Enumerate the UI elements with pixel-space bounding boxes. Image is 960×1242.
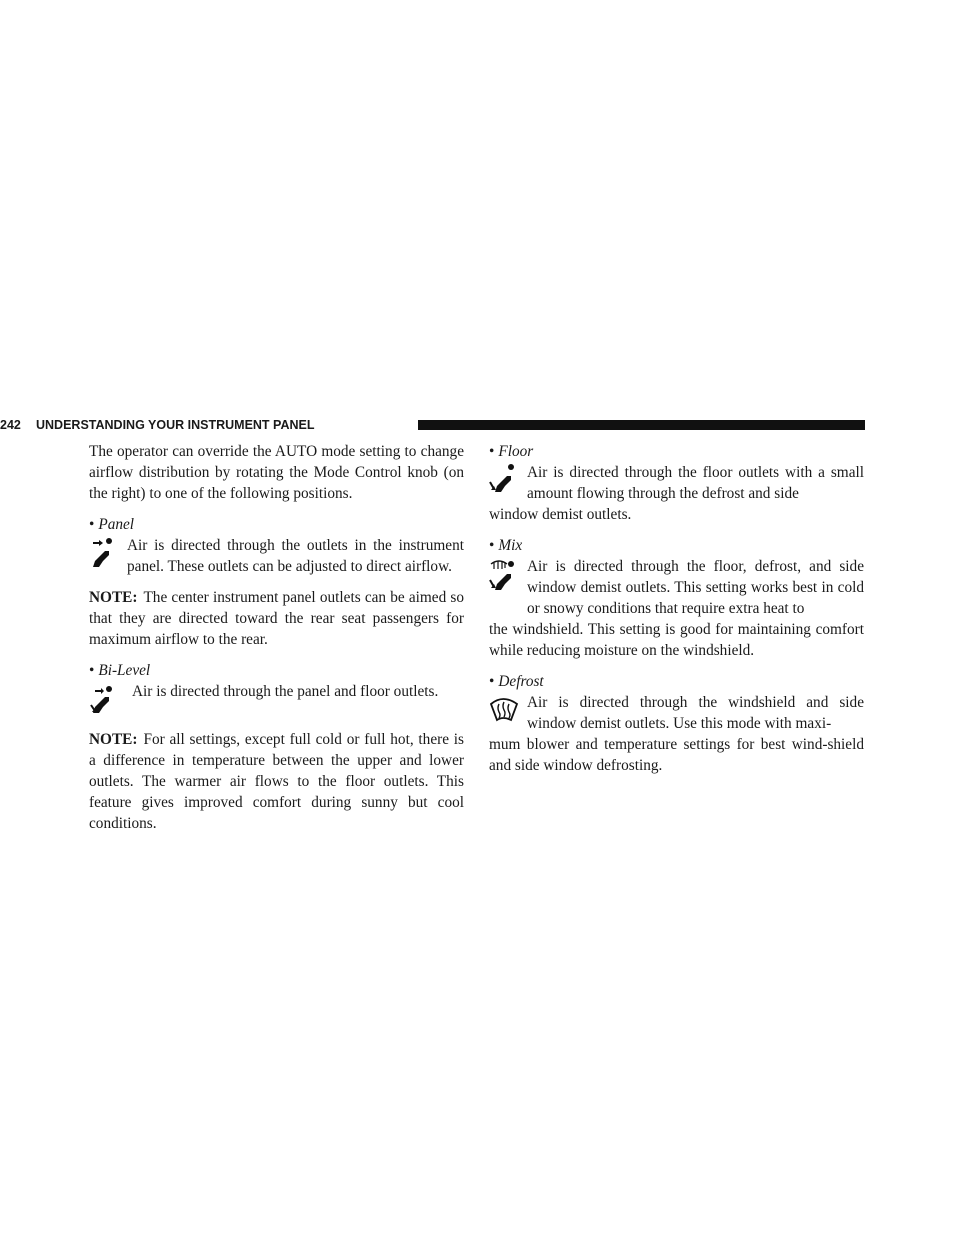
panel-title: Panel	[98, 516, 135, 533]
bullet-dot: •	[489, 443, 495, 460]
floor-description-cont: window demist outlets.	[489, 506, 632, 523]
defrost-title: Defrost	[498, 673, 544, 690]
intro-paragraph: The operator can override the AUTO mode setting to change airflow distribution by rotating the Mode Control knob (on the right) to one of the following positions.	[89, 443, 464, 502]
floor-title: Floor	[498, 443, 534, 460]
bilevel-item	[89, 681, 464, 719]
bilevel-bullet	[89, 660, 464, 681]
note-label: NOTE:	[89, 731, 138, 748]
bullet-dot: •	[89, 662, 95, 679]
page-header	[0, 417, 865, 433]
left-column	[89, 441, 464, 834]
mix-item	[489, 556, 864, 619]
floor-mode-icon	[489, 464, 519, 498]
panel-mode-icon	[89, 537, 119, 571]
mix-description-cont: the windshield. This setting is good for maintaining comfort while reducing moisture on the windshield.	[489, 621, 864, 659]
note-label: NOTE:	[89, 589, 138, 606]
floor-bullet	[489, 441, 864, 462]
note-center-outlets	[89, 587, 464, 650]
panel-description: Air is directed through the outlets in the instrument panel. These outlets can be adjusted to direct airflow.	[127, 537, 464, 575]
note-temperature	[89, 729, 464, 834]
panel-item	[89, 535, 464, 577]
defrost-item	[489, 692, 864, 734]
header-rule	[418, 420, 865, 430]
mix-mode-icon	[489, 558, 519, 592]
panel-bullet	[89, 514, 464, 535]
bullet-dot: •	[489, 537, 495, 554]
defrost-bullet	[489, 671, 864, 692]
section-title: UNDERSTANDING YOUR INSTRUMENT PANEL	[36, 418, 315, 432]
floor-item	[489, 462, 864, 504]
bullet-dot: •	[489, 673, 495, 690]
right-column	[489, 441, 864, 776]
mix-title: Mix	[498, 537, 523, 554]
note-text: For all settings, except full cold or full hot, there is a difference in temperature between the upper and lower outlets. The warmer air flows to the floor outlets. This feature gives improved comfort during sunny but cool conditions.	[89, 731, 464, 832]
bullet-dot: •	[89, 516, 95, 533]
mix-bullet	[489, 535, 864, 556]
defrost-description-cont: mum blower and temperature settings for best wind-shield and side window defrosting.	[489, 736, 864, 774]
mix-description: Air is directed through the floor, defrost, and side window demist outlets. This setting works best in cold or snowy conditions that require extra heat to	[527, 558, 864, 617]
defrost-description: Air is directed through the windshield and side window demist outlets. Use this mode with maxi-	[527, 694, 864, 732]
bilevel-mode-icon	[89, 683, 119, 717]
defrost-mode-icon	[489, 694, 519, 728]
floor-description: Air is directed through the floor outlets with a small amount flowing through the defrost and side	[527, 464, 864, 502]
bilevel-description: Air is directed through the panel and floor outlets.	[132, 683, 439, 700]
page-number: 242	[0, 418, 21, 432]
note-text: The center instrument panel outlets can be aimed so that they are directed toward the rear seat passengers for maximum airflow to the rear.	[89, 589, 464, 648]
bilevel-title: Bi-Level	[98, 662, 151, 679]
